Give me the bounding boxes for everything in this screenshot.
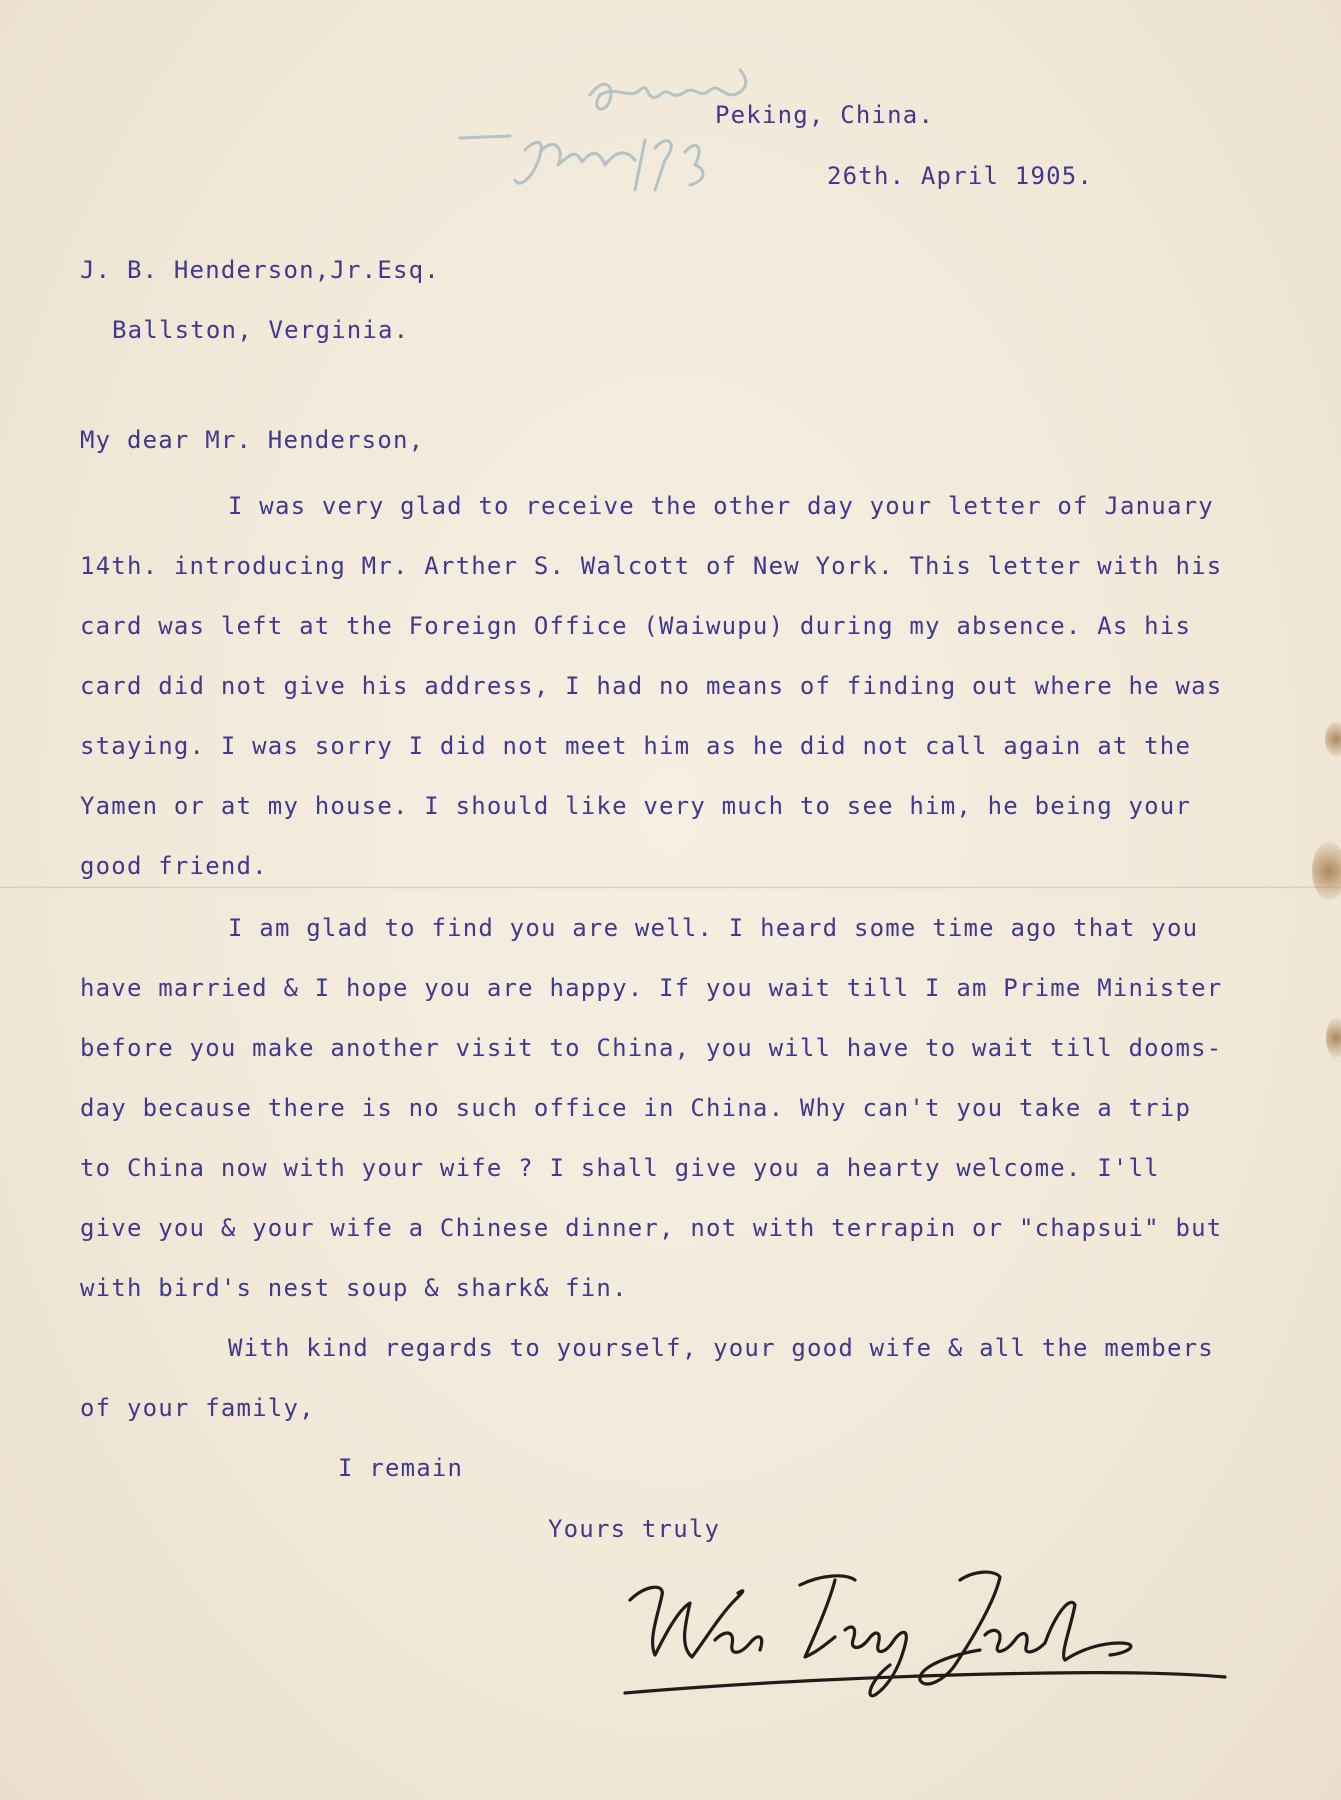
paper-stain	[1326, 1018, 1341, 1058]
paragraph-1-line: Yamen or at my house. I should like very much to see him, he being your	[80, 792, 1192, 820]
handwritten-signature	[620, 1555, 1230, 1705]
paragraph-1-line: staying. I was sorry I did not meet him as he did not call again at the	[80, 732, 1192, 760]
paragraph-1-line: card was left at the Foreign Office (Waiwupu) during my absence. As his	[80, 612, 1192, 640]
paragraph-1-line: 14th. introducing Mr. Arther S. Walcott of New York. This letter with his	[80, 552, 1223, 580]
paragraph-2-line: have married & I hope you are happy. If you wait till I am Prime Minister	[80, 974, 1223, 1002]
paragraph-2-line: with bird's nest soup & shark& fin.	[80, 1274, 628, 1302]
letter-date: 26th. April 1905.	[827, 162, 1094, 190]
paragraph-2-line: day because there is no such office in China. Why can't you take a trip	[80, 1094, 1192, 1122]
closing-yours-truly: Yours truly	[548, 1515, 721, 1543]
paper-stain	[1325, 722, 1341, 756]
closing-remain: I remain	[338, 1454, 464, 1482]
paragraph-1-line: card did not give his address, I had no means of finding out where he was	[80, 672, 1223, 700]
recipient-name: J. B. Henderson,Jr.Esq.	[80, 256, 440, 284]
paragraph-3-line: With kind regards to yourself, your good wife & all the members	[228, 1334, 1214, 1362]
pencil-annotation	[440, 40, 820, 220]
recipient-address: Ballston, Verginia.	[112, 316, 410, 344]
paper-fold-line	[0, 886, 1341, 889]
paragraph-2-line: to China now with your wife ? I shall give you a hearty welcome. I'll	[80, 1154, 1160, 1182]
paragraph-1-line: good friend.	[80, 852, 268, 880]
paragraph-2-line: I am glad to find you are well. I heard some time ago that you	[228, 914, 1199, 942]
paragraph-1-line: I was very glad to receive the other day your letter of January	[228, 492, 1214, 520]
salutation: My dear Mr. Henderson,	[80, 426, 425, 454]
letter-place: Peking, China.	[715, 101, 935, 129]
paragraph-2-line: give you & your wife a Chinese dinner, not with terrapin or "chapsui" but	[80, 1214, 1223, 1242]
paper-stain	[1312, 842, 1341, 900]
paragraph-3-line: of your family,	[80, 1394, 315, 1422]
paragraph-2-line: before you make another visit to China, you will have to wait till dooms-	[80, 1034, 1223, 1062]
